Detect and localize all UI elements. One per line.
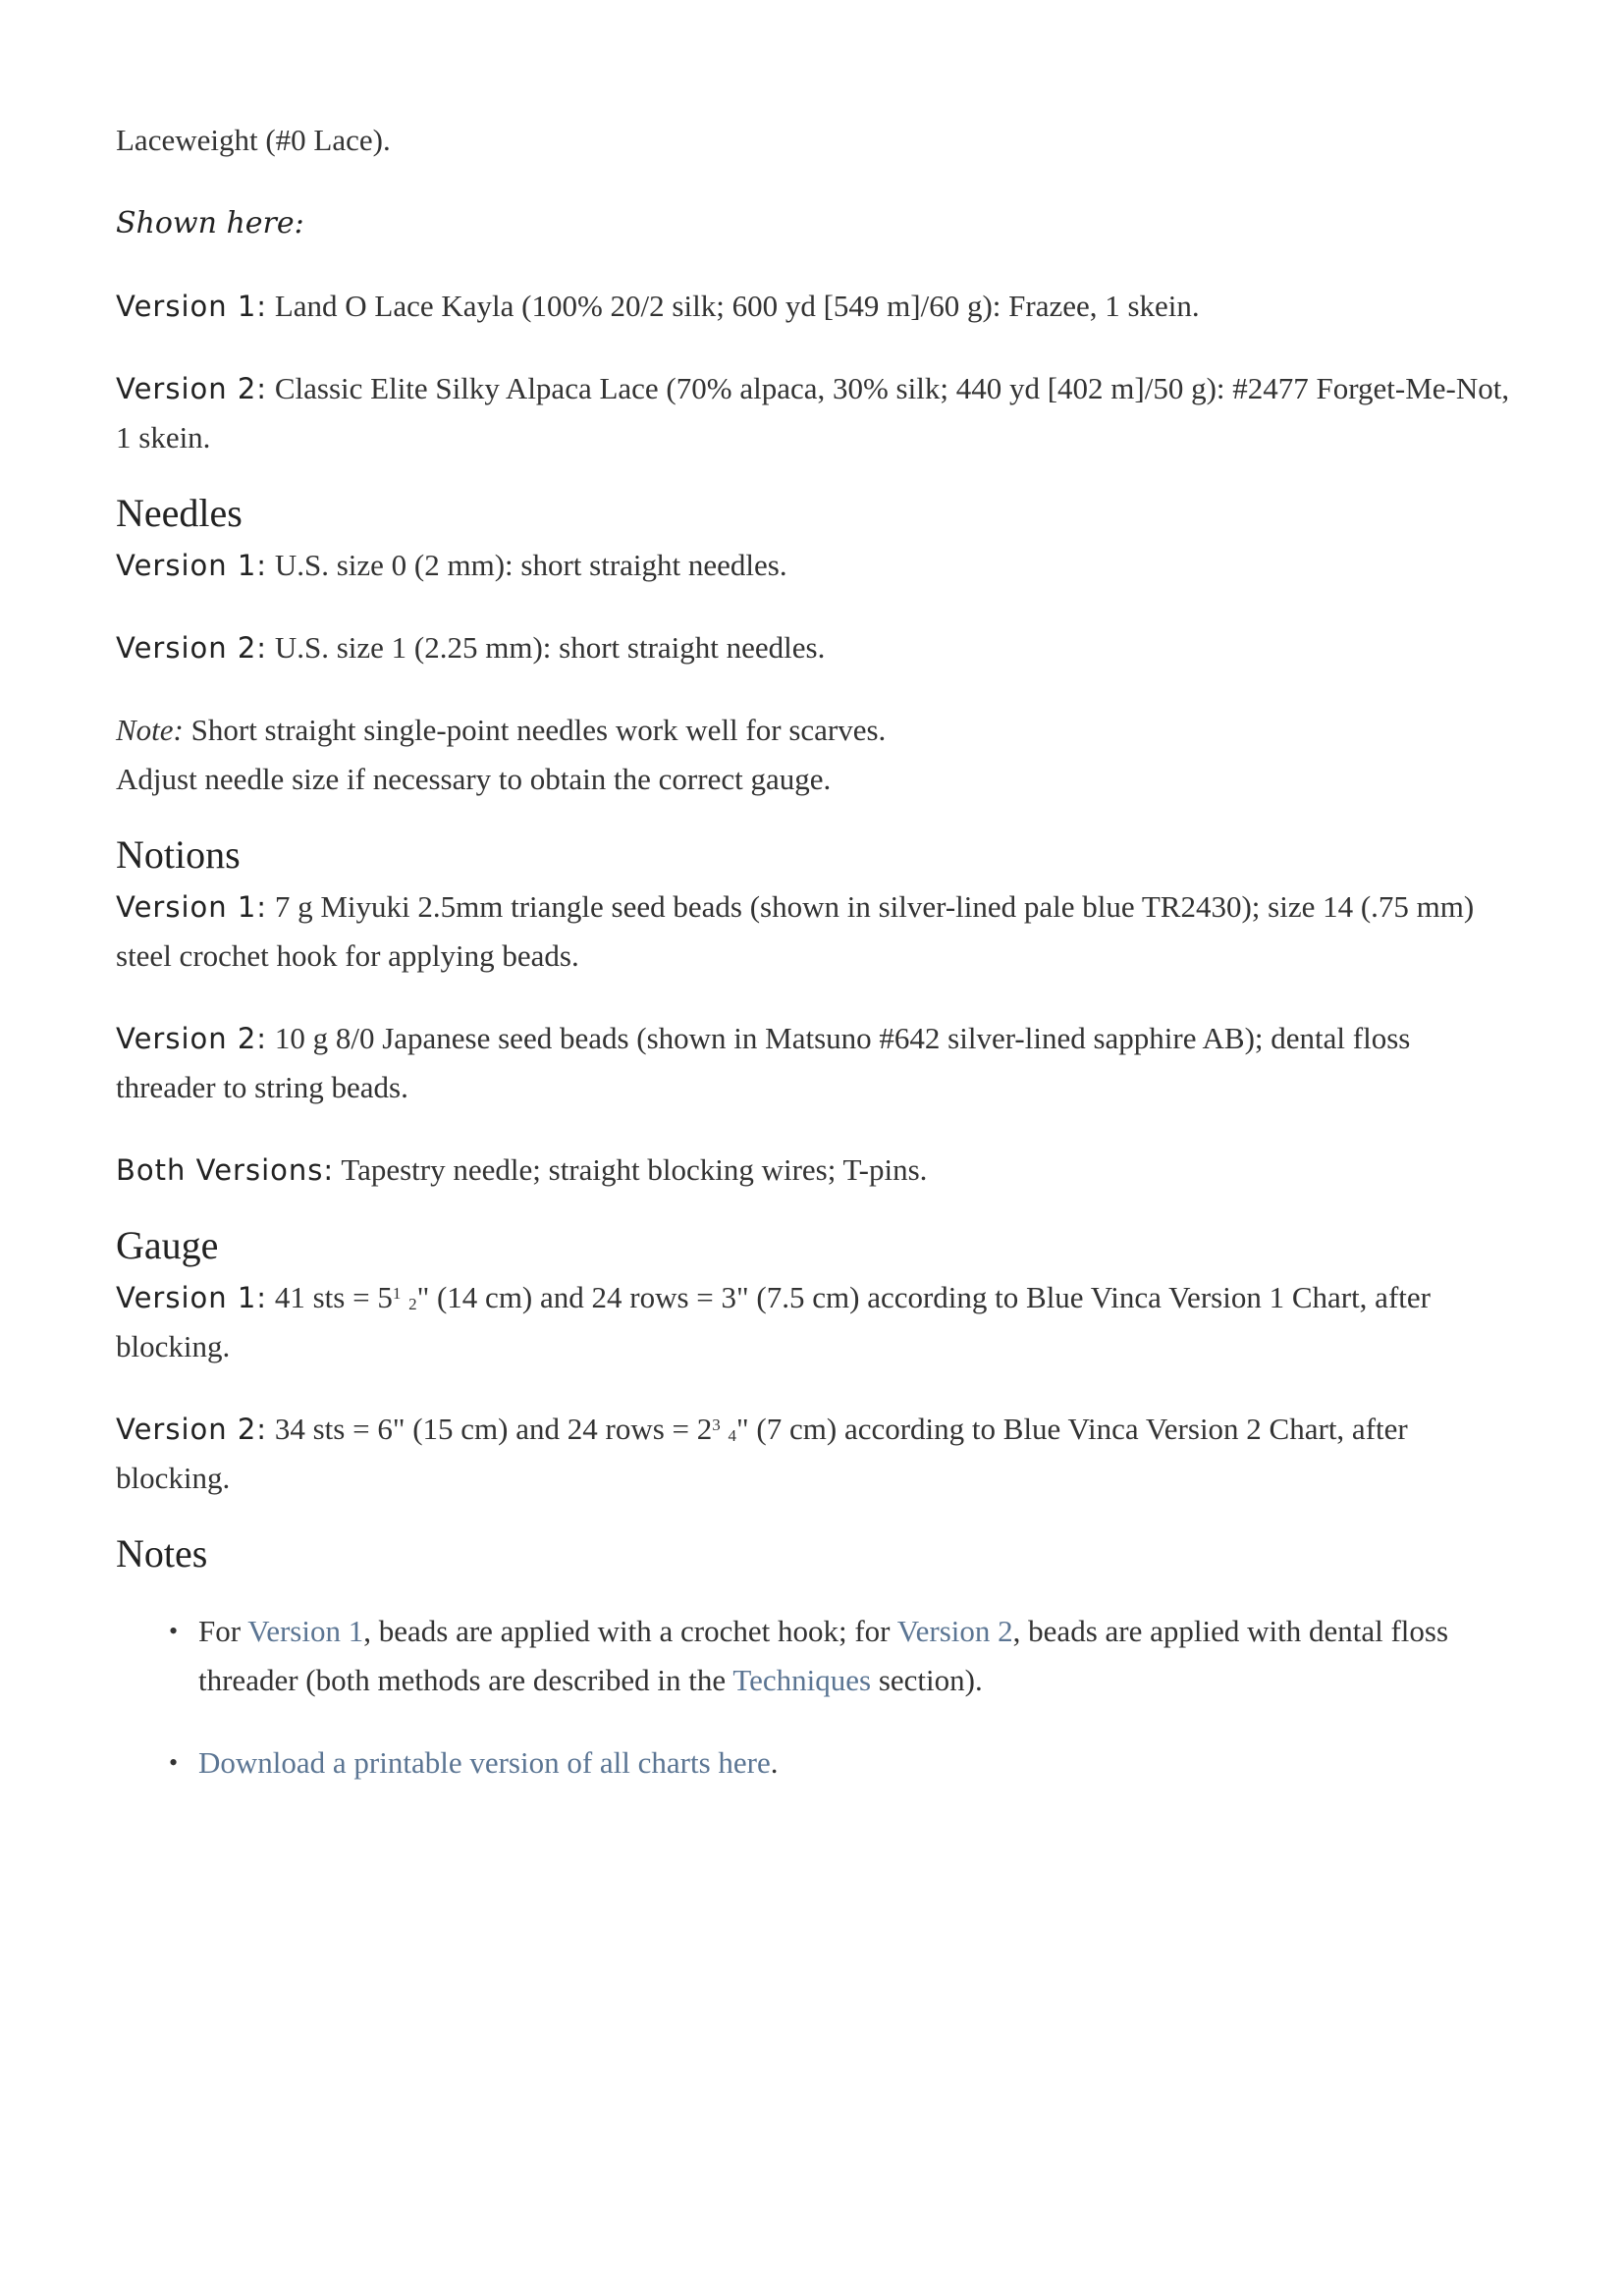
pattern-page <box>116 116 1510 1788</box>
gauge-v2-post: " (7 cm) according to Blue Vinca Version 2 Chart, after blocking. <box>116 1412 1408 1495</box>
version-1-link[interactable]: Version 1 <box>247 1614 364 1648</box>
notions-heading: Notions <box>116 832 241 877</box>
notions-both-text: Tapestry needle; straight blocking wires; T-pins. <box>334 1152 928 1187</box>
notes-item2-end: . <box>770 1745 779 1780</box>
notes-heading: Notes <box>116 1531 208 1575</box>
gauge-v2-denominator: 4 <box>728 1426 737 1445</box>
needles-adjust-text: Adjust needle size if necessary to obtain the correct gauge. <box>116 762 832 796</box>
yarn-v2-text: Classic Elite Silky Alpaca Lace (70% alpaca, 30% silk; 440 yd [402 m]/50 g): #2477 Forget-Me-Not, 1 skein. <box>116 371 1510 454</box>
gauge-v1-pre: 41 sts = 5 <box>267 1280 393 1314</box>
download-charts-link[interactable]: Download a printable version of all charts here <box>198 1745 771 1780</box>
yarn-version-1 <box>116 282 1510 331</box>
notions-version-1 <box>116 882 1510 981</box>
notes-item1-a: For <box>198 1614 248 1648</box>
needles-heading: Needles <box>116 491 243 535</box>
notes-item1-b: , beads are applied with a crochet hook; for <box>363 1614 897 1648</box>
notes-list <box>116 1607 1510 1788</box>
gauge-v1-label: Version 1: <box>116 1281 268 1314</box>
needles-v2-label: Version 2: <box>116 631 268 665</box>
notions-v2-label: Version 2: <box>116 1022 268 1055</box>
gauge-v2-pre: 34 sts = 6" (15 cm) and 24 rows = 2 <box>267 1412 713 1446</box>
notions-both-versions <box>116 1146 1510 1195</box>
yarn-weight: Laceweight (#0 Lace). <box>116 123 391 157</box>
shown-here-label <box>116 198 1510 248</box>
needles-version-1 <box>116 541 1510 590</box>
gauge-heading: Gauge <box>116 1223 219 1267</box>
gauge-version-1 <box>116 1273 1510 1371</box>
version-2-link[interactable]: Version 2 <box>896 1614 1013 1648</box>
gauge-v1-denominator: 2 <box>408 1295 417 1313</box>
gauge-v1-numerator: 1 <box>392 1284 402 1303</box>
gauge-v2-numerator: 3 <box>712 1415 721 1434</box>
yarn-v1-label: Version 1: <box>116 290 268 323</box>
notions-v1-text: 7 g Miyuki 2.5mm triangle seed beads (shown in silver-lined pale blue TR2430); size 14 (.75 mm) steel crochet hook for applying beads. <box>116 889 1475 973</box>
needles-v2-text: U.S. size 1 (2.25 mm): short straight needles. <box>267 630 826 665</box>
notions-v2-text: 10 g 8/0 Japanese seed beads (shown in Matsuno #642 silver-lined sapphire AB); dental floss threader to string beads. <box>116 1021 1411 1104</box>
notions-version-2 <box>116 1014 1510 1112</box>
notes-item1-c: , beads are applied with dental floss threader (both methods are described in the <box>198 1614 1449 1697</box>
needles-version-2 <box>116 623 1510 672</box>
notions-both-label: Both Versions: <box>116 1153 335 1187</box>
needles-note <box>116 706 1510 804</box>
needles-v1-text: U.S. size 0 (2 mm): short straight needles. <box>267 548 787 582</box>
shown-here-text: Shown here: <box>116 206 304 240</box>
gauge-version-2 <box>116 1405 1510 1503</box>
yarn-v1-text: Land O Lace Kayla (100% 20/2 silk; 600 yd [549 m]/60 g): Frazee, 1 skein. <box>267 289 1200 323</box>
bullet-icon: • <box>169 1748 179 1777</box>
yarn-v2-label: Version 2: <box>116 372 268 405</box>
bullet-icon: • <box>169 1617 179 1645</box>
gauge-v2-label: Version 2: <box>116 1413 268 1446</box>
notions-v1-label: Version 1: <box>116 890 268 924</box>
needles-note-label: Note: <box>116 713 184 747</box>
gauge-v1-post: " (14 cm) and 24 rows = 3" (7.5 cm) according to Blue Vinca Version 1 Chart, after blocking. <box>116 1280 1431 1363</box>
yarn-version-2 <box>116 364 1510 462</box>
notes-item1-d: section). <box>871 1663 983 1697</box>
notes-list-item <box>169 1738 1510 1788</box>
techniques-link[interactable]: Techniques <box>732 1663 872 1697</box>
needles-note-text: Short straight single-point needles work well for scarves. <box>183 713 887 747</box>
notes-list-item <box>169 1607 1510 1705</box>
needles-v1-label: Version 1: <box>116 549 268 582</box>
